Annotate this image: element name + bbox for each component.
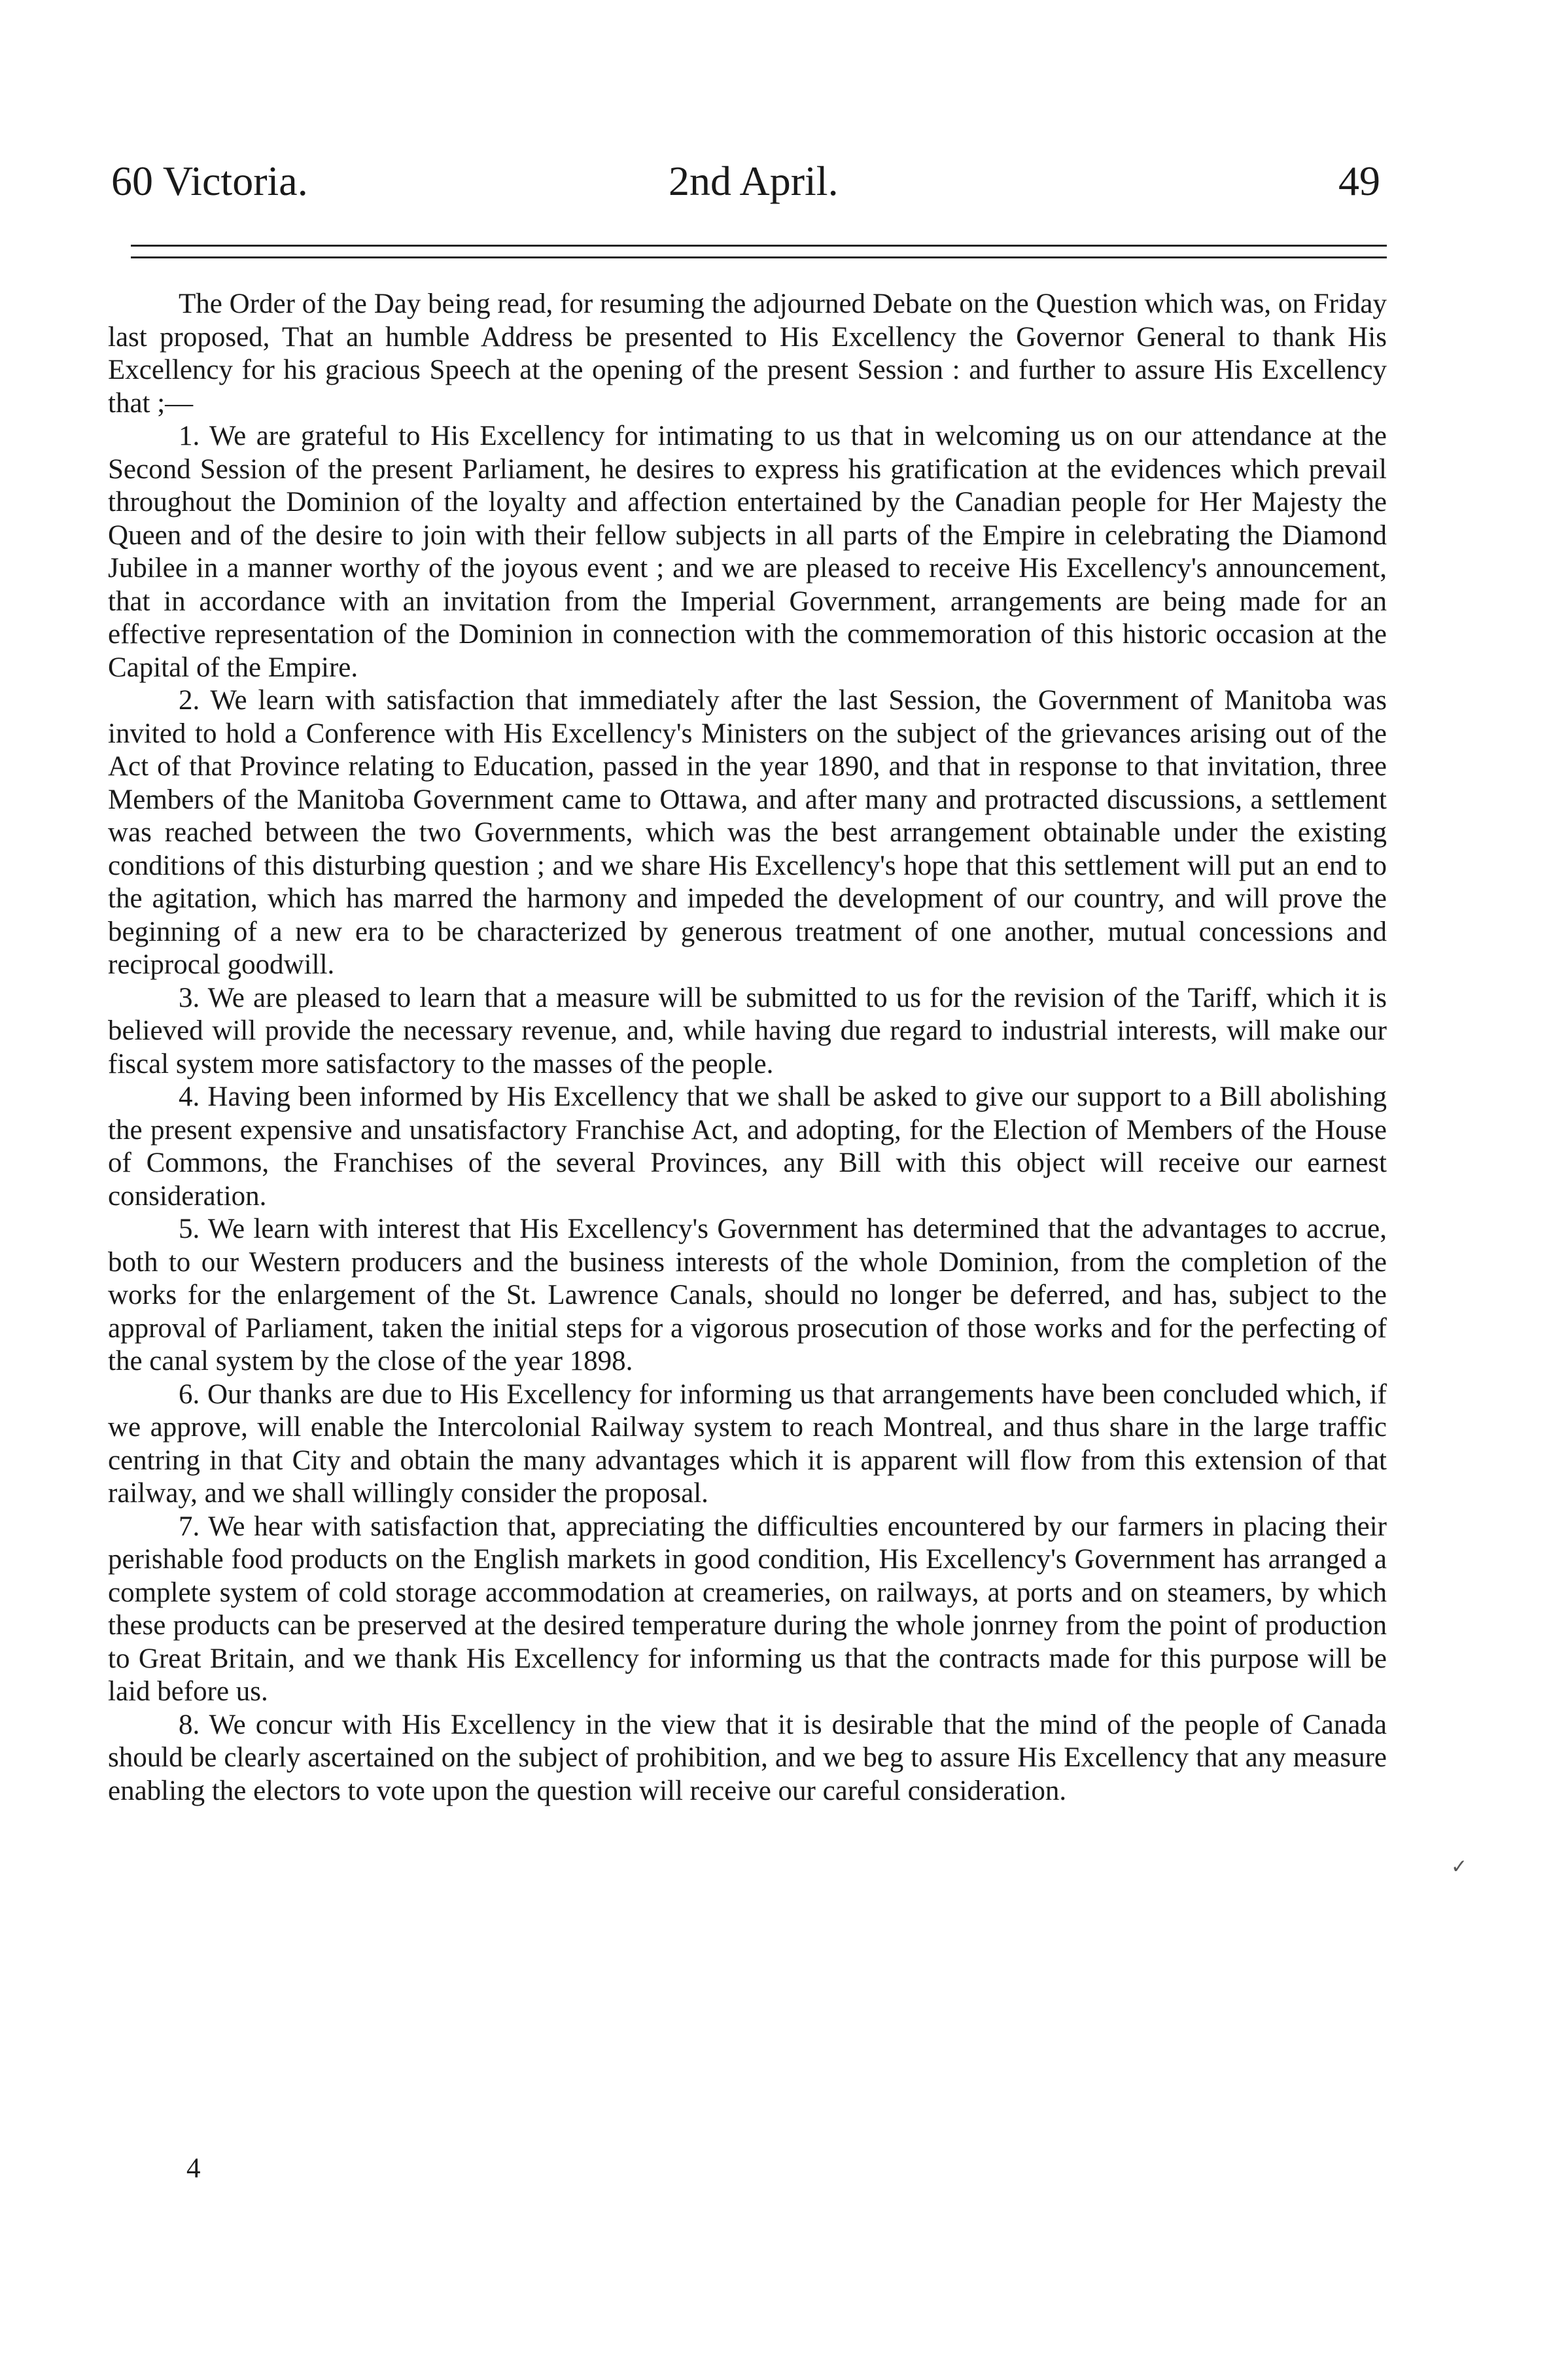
margin-tick-mark: ✓ bbox=[1451, 1856, 1468, 1878]
signature-mark: 4 bbox=[186, 2153, 201, 2184]
paragraph-1: 1. We are grateful to His Excellency for intimating to us that in welcoming us on our attendance at the Second Session of the present Parliament, he desires to express his gratification at the evidences which prevail throughout the Dominion of the loyalty and affection entertained by the Canadian people for Her Majesty the Queen and of the desire to join with their fellow subjects in all parts of the Empire in celebrating the Diamond Jubilee in a manner worthy of the joyous event ; and we are pleased to receive His Excellency's announcement, that in accordance with an invitation from the Imperial Government, arrangements are being made for an effective representation of the Dominion in connection with the commemoration of this historic occasion at the Capital of the Empire. bbox=[108, 421, 1387, 683]
paragraph-6: 6. Our thanks are due to His Excellency for informing us that arrangements have been concluded which, if we approve, will enable the Intercolonial Railway system to reach Montreal, and thus share in the large traffic centring in that City and obtain the many advantages which it is apparent will flow from this extension of that railway, and we shall willingly consider the proposal. bbox=[108, 1378, 1387, 1509]
header-rule-top bbox=[131, 245, 1387, 247]
page-number: 49 bbox=[1338, 158, 1380, 204]
paragraph-2: 2. We learn with satisfaction that immediately after the last Session, the Government of Manitoba was invited to hold a Conference with His Excellency's Ministers on the subject of the grievances arising out of the Act of that Province relating to Education, passed in the year 1890, and that in response to that invitation, three Members of the Manitoba Government came to Ottawa, and after many and protracted discussions, a settlement was reached between the two Governments, which was the best arrangement obtainable under the existing conditions of this disturbing question ; and we share His Excellency's hope that this settlement will put an end to the agitation, which has marred the harmony and impeded the development of our country, and will prove the beginning of a new era to be characterized by generous treatment of one another, mutual concessions and reciprocal goodwill. bbox=[108, 685, 1387, 980]
paragraph-7: 7. We hear with satisfaction that, appreciating the difficulties encountered by our farmers in placing their perishable food products on the English markets in good condition, His Excellency's Government has arranged a complete system of cold storage accommodation at creameries, on railways, at ports and on steamers, by which these products can be preserved at the desired temperature during the whole jonrney from the point of production to Great Britain, and we thank His Excellency for informing us that the contracts made for this purpose will be laid before us. bbox=[108, 1511, 1387, 1707]
header-rule-bottom bbox=[131, 256, 1387, 258]
intro-paragraph: The Order of the Day being read, for resuming the adjourned Debate on the Question which was, on Friday last proposed, That an humble Address be presented to His Excellency the Governor General to thank His Excellency for his gracious Speech at the opening of the present Session : and further to assure His Excellency that ;— bbox=[108, 289, 1387, 419]
journal-body bbox=[108, 288, 1387, 1808]
paragraph-4: 4. Having been informed by His Excellency that we shall be asked to give our support to a Bill abolishing the present expensive and unsatisfactory Franchise Act, and adopting, for the Election of Members of the House of Commons, the Franchises of the several Provinces, any Bill with this object will receive our earnest consideration. bbox=[108, 1081, 1387, 1212]
page-header bbox=[105, 152, 1387, 211]
paragraph-5: 5. We learn with interest that His Excellency's Government has determined that the advantages to accrue, both to our Western producers and the business interests of the whole Dominion, from the completion of the works for the enlargement of the St. Lawrence Canals, should no longer be deferred, and has, subject to the approval of Parliament, taken the initial steps for a vigorous prosecution of those works and for the perfecting of the canal system by the close of the year 1898. bbox=[108, 1214, 1387, 1376]
date-label: 2nd April. bbox=[669, 158, 839, 204]
paragraph-3: 3. We are pleased to learn that a measure will be submitted to us for the revision of the Tariff, which it is believed will provide the necessary revenue, and, while having due regard to industrial interests, will make our fiscal system more satisfactory to the masses of the people. bbox=[108, 982, 1387, 1079]
session-label: 60 Victoria. bbox=[111, 158, 308, 204]
paragraph-8: 8. We concur with His Excellency in the view that it is desirable that the mind of the people of Canada should be clearly ascertained on the subject of prohibition, and we beg to assure His Excellency that any measure enabling the electors to vote upon the question will receive our careful consideration. bbox=[108, 1709, 1387, 1806]
